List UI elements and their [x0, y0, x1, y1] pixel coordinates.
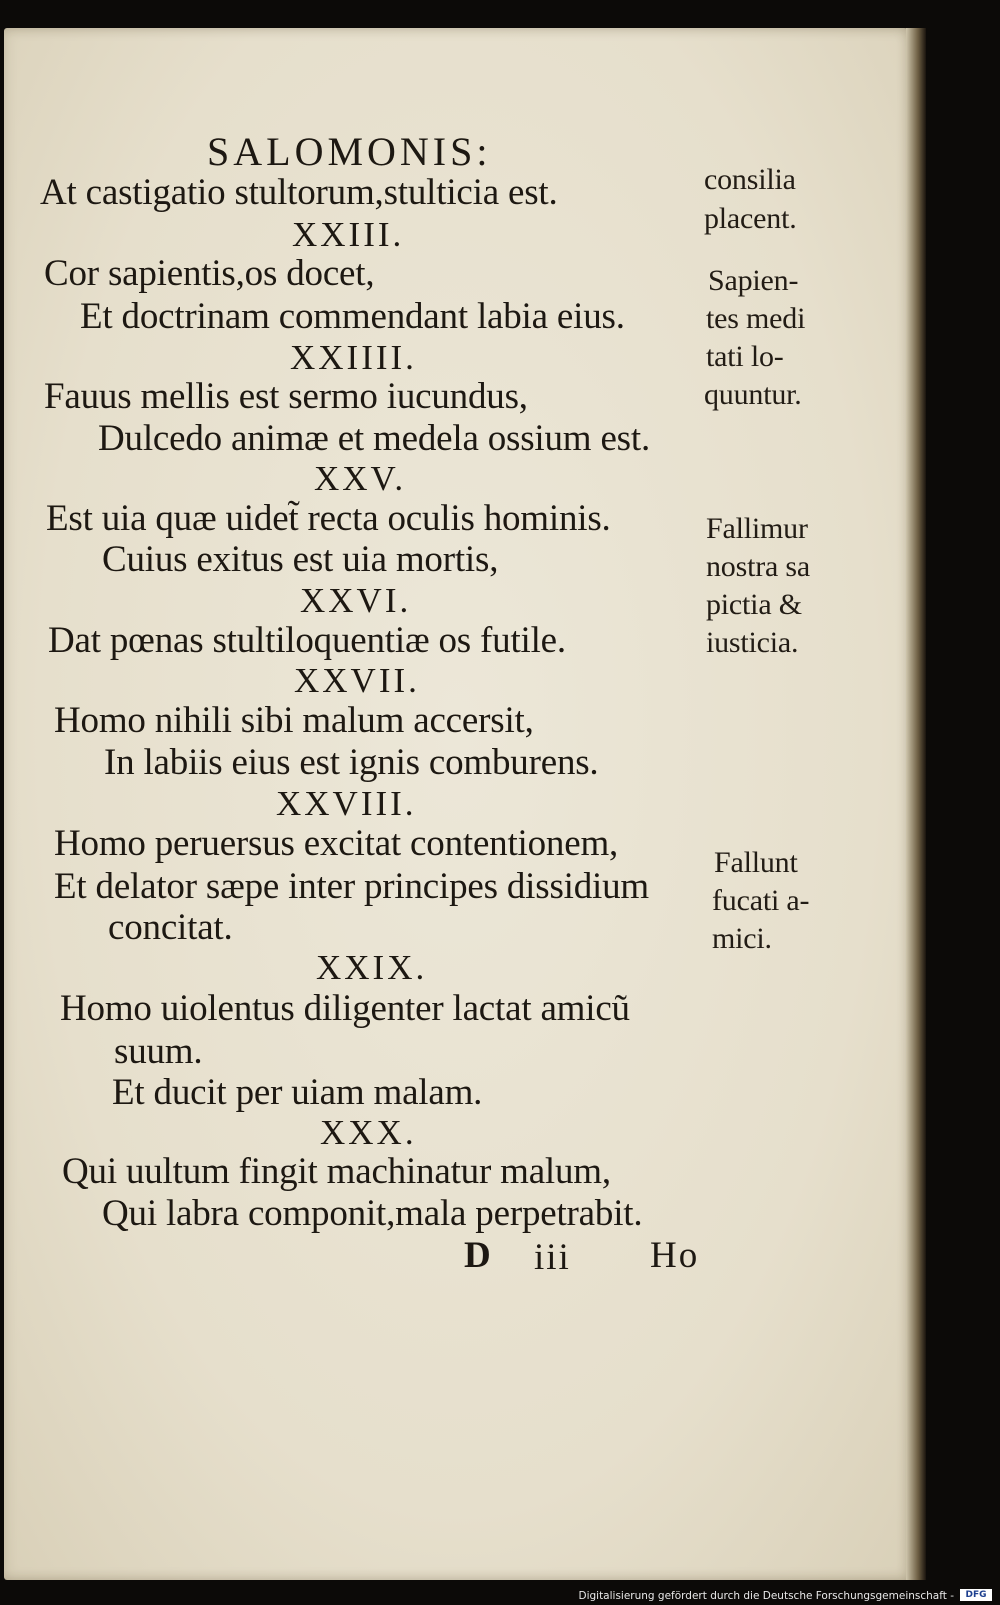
verse-number: XXIII.	[292, 215, 405, 254]
text-line: suum.	[114, 1031, 203, 1072]
marginal-note: iusticia.	[706, 626, 799, 659]
running-title: SALOMONIS:	[207, 129, 492, 174]
text-line: At castigatio stultorum,stulticia est.	[40, 172, 558, 213]
marginal-note: Sapien-	[708, 264, 799, 297]
page-spine-shadow	[906, 28, 926, 1580]
marginal-note: pictia &	[706, 588, 802, 621]
digitization-credit: Digitalisierung gefördert durch die Deutsche Forschungsgemeinschaft -	[578, 1590, 954, 1602]
text-line: Dulcedo animæ et medela ossium est.	[98, 418, 650, 459]
verse-number: XXIIII.	[290, 338, 417, 377]
verse-number: XXV.	[314, 459, 407, 498]
text-line: Cuius exitus est uia mortis,	[102, 539, 499, 580]
text-line: Qui labra componit,mala perpetrabit.	[102, 1193, 643, 1234]
marginal-note: nostra sa	[706, 550, 811, 583]
signature-number: iii	[534, 1237, 571, 1278]
marginal-note: tati lo-	[706, 340, 784, 373]
text-line: Homo nihili sibi malum accersit,	[54, 700, 534, 741]
marginal-note: consilia	[704, 163, 796, 196]
verse-number: XXIX.	[316, 948, 428, 987]
text-line: In labiis eius est ignis comburens.	[104, 742, 599, 783]
catchword: Ho	[650, 1235, 700, 1276]
text-line: Et ducit per uiam malam.	[112, 1072, 483, 1113]
text-line: Qui uultum fingit machinatur malum,	[62, 1151, 611, 1192]
text-line: Cor sapientis,os docet,	[44, 253, 375, 294]
text-line: Et delator sæpe inter principes dissidium	[54, 866, 650, 907]
marginal-note: placent.	[704, 202, 797, 235]
marginal-note: mici.	[712, 922, 772, 955]
text-line: Dat pœnas stultiloquentiæ os futile.	[48, 620, 566, 661]
text-line: Est uia quæ uidet̃ recta oculis hominis.	[46, 498, 611, 539]
marginal-note: fucati a-	[712, 884, 810, 917]
text-line: concitat.	[108, 907, 233, 948]
marginal-note: tes medi	[706, 302, 806, 335]
text-line: Homo peruersus excitat contentionem,	[54, 823, 619, 864]
marginal-note: Fallunt	[714, 846, 798, 879]
footer-bar	[0, 1585, 1000, 1605]
verse-number: XXVII.	[294, 661, 420, 700]
marginal-note: Fallimur	[706, 512, 808, 545]
marginal-note: quuntur.	[704, 378, 802, 411]
verse-number: XXVI.	[300, 581, 412, 620]
book-page	[4, 28, 912, 1580]
text-line: Et doctrinam commendant labia eius.	[80, 296, 625, 337]
verse-number: XXVIII.	[276, 784, 417, 823]
text-line: Fauus mellis est sermo iucundus,	[44, 376, 528, 417]
verse-number: XXX.	[320, 1113, 417, 1152]
signature-mark: D	[464, 1235, 493, 1276]
dfg-logo: DFG	[960, 1589, 992, 1601]
text-line: Homo uiolentus diligenter lactat amicũ	[60, 988, 630, 1029]
